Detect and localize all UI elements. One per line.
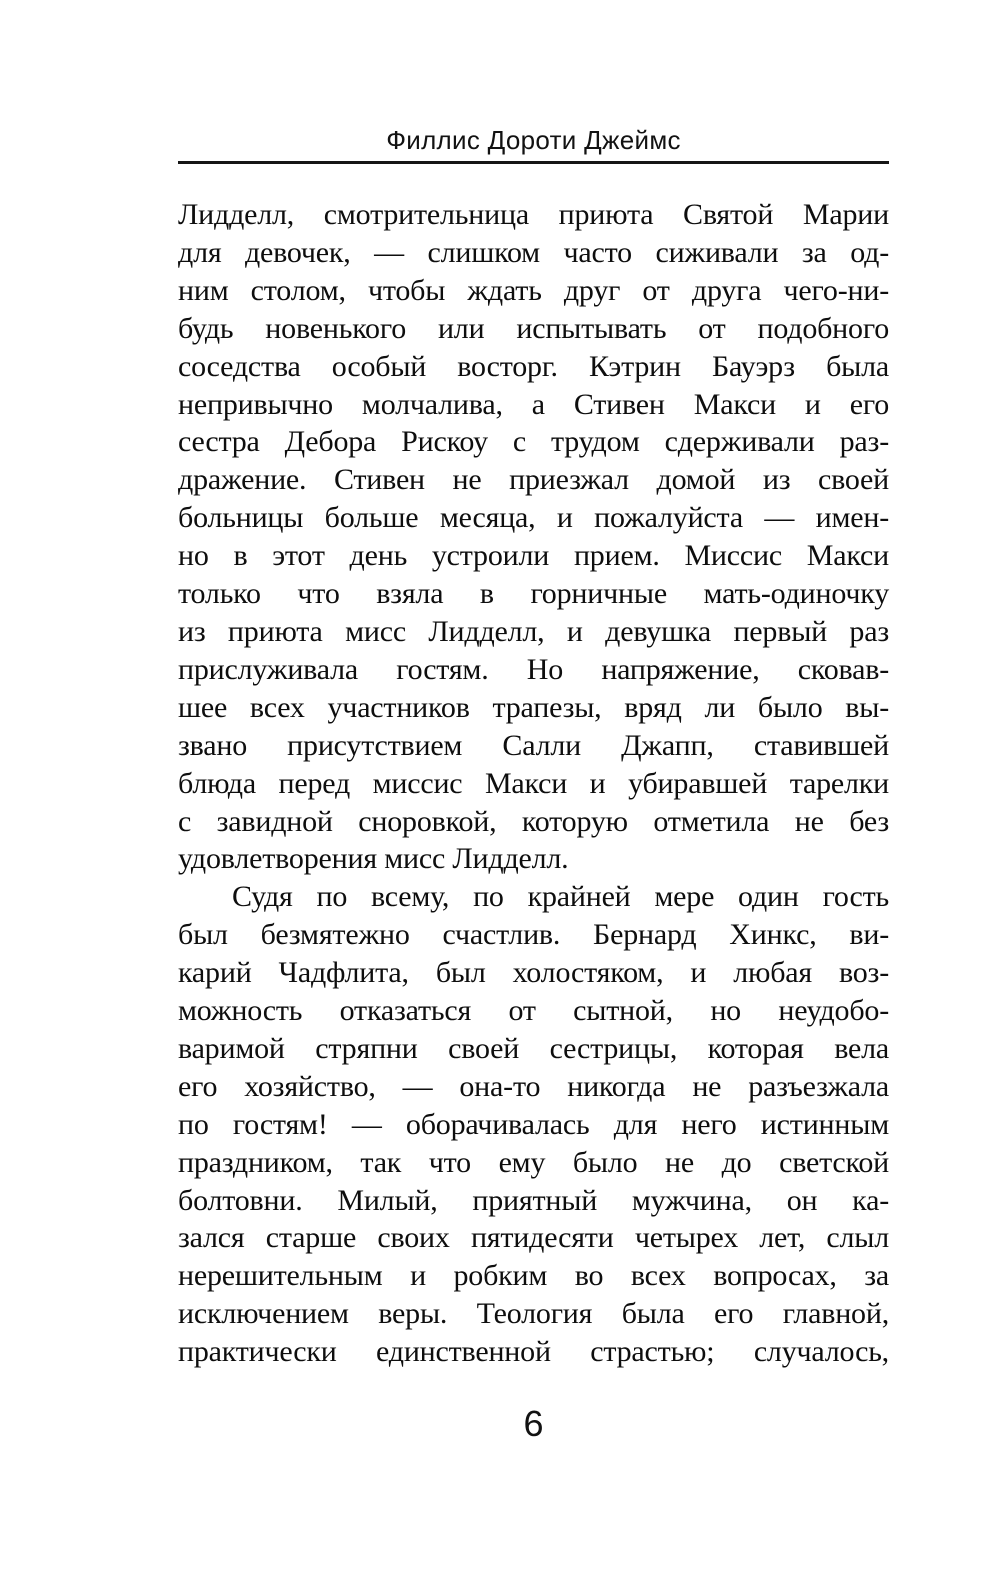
text-line: праздником, так что ему было не до светской [178, 1145, 889, 1179]
text-line: из приюта мисс Лидделл, и девушка первый раз [178, 614, 889, 648]
text-line: прислуживала гостям. Но напряжение, сковав- [178, 652, 889, 686]
text-line: ним столом, чтобы ждать друг от друга чего-ни- [178, 273, 889, 307]
text-line: будь новенького или испытывать от подобного [178, 311, 889, 345]
body-text [178, 196, 889, 1371]
page-header [178, 124, 889, 172]
page-footer [178, 1404, 889, 1444]
text-line: блюда перед миссис Макси и убиравшей тарелки [178, 766, 889, 800]
text-line: нерешительным и робким во всех вопросах, за [178, 1259, 889, 1293]
text-line: больницы больше месяца, и пожалуйста — имен- [178, 501, 889, 535]
text-line: болтовни. Милый, приятный мужчина, он ка- [178, 1183, 889, 1217]
text-line: шее всех участников трапезы, вряд ли было вы- [178, 690, 889, 724]
text-line: исключением веры. Теология была его главной, [178, 1297, 889, 1331]
text-line: варимой стряпни своей сестрицы, которая вела [178, 1031, 889, 1065]
text-line: его хозяйство, — она-то никогда не разъезжала [178, 1069, 889, 1103]
text-line: сестра Дебора Рискоу с трудом сдерживали раз- [178, 425, 889, 459]
page-number: 6 [523, 1403, 544, 1444]
text-line: был безмятежно счастлив. Бернард Хинкс, ви- [178, 918, 889, 952]
text-line: карий Чадфлита, был холостяком, и любая воз- [178, 956, 889, 990]
header-rule [178, 161, 889, 164]
text-line: дражение. Стивен не приезжал домой из своей [178, 463, 889, 497]
text-line: можность отказаться от сытной, но неудобо- [178, 994, 889, 1028]
text-line: Судя по всему, по крайней мере один гость [232, 880, 889, 914]
text-line: с завидной сноровкой, которую отметила не без [178, 804, 889, 838]
text-line: звано присутствием Салли Джапп, ставившей [178, 728, 889, 762]
text-line: непривычно молчалива, а Стивен Макси и его [178, 387, 889, 421]
text-line: соседства особый восторг. Кэтрин Бауэрз была [178, 349, 889, 383]
text-line: практически единственной страстью; случалось, [178, 1335, 889, 1369]
text-line: по гостям! — оборачивалась для него истинным [178, 1107, 889, 1141]
text-line: но в этот день устроили прием. Миссис Макси [178, 539, 889, 573]
text-line: Лидделл, смотрительница приюта Святой Марии [178, 198, 889, 231]
text-line: для девочек, — слишком часто сиживали за од- [178, 235, 889, 269]
text-line: удовлетворения мисс Лидделл. [178, 842, 569, 876]
text-line: зался старше своих пятидесяти четырех лет, слыл [178, 1221, 889, 1255]
running-title: Филлис Дороти Джеймс [386, 125, 681, 155]
text-line: только что взяла в горничные мать-одиночку [178, 577, 889, 611]
